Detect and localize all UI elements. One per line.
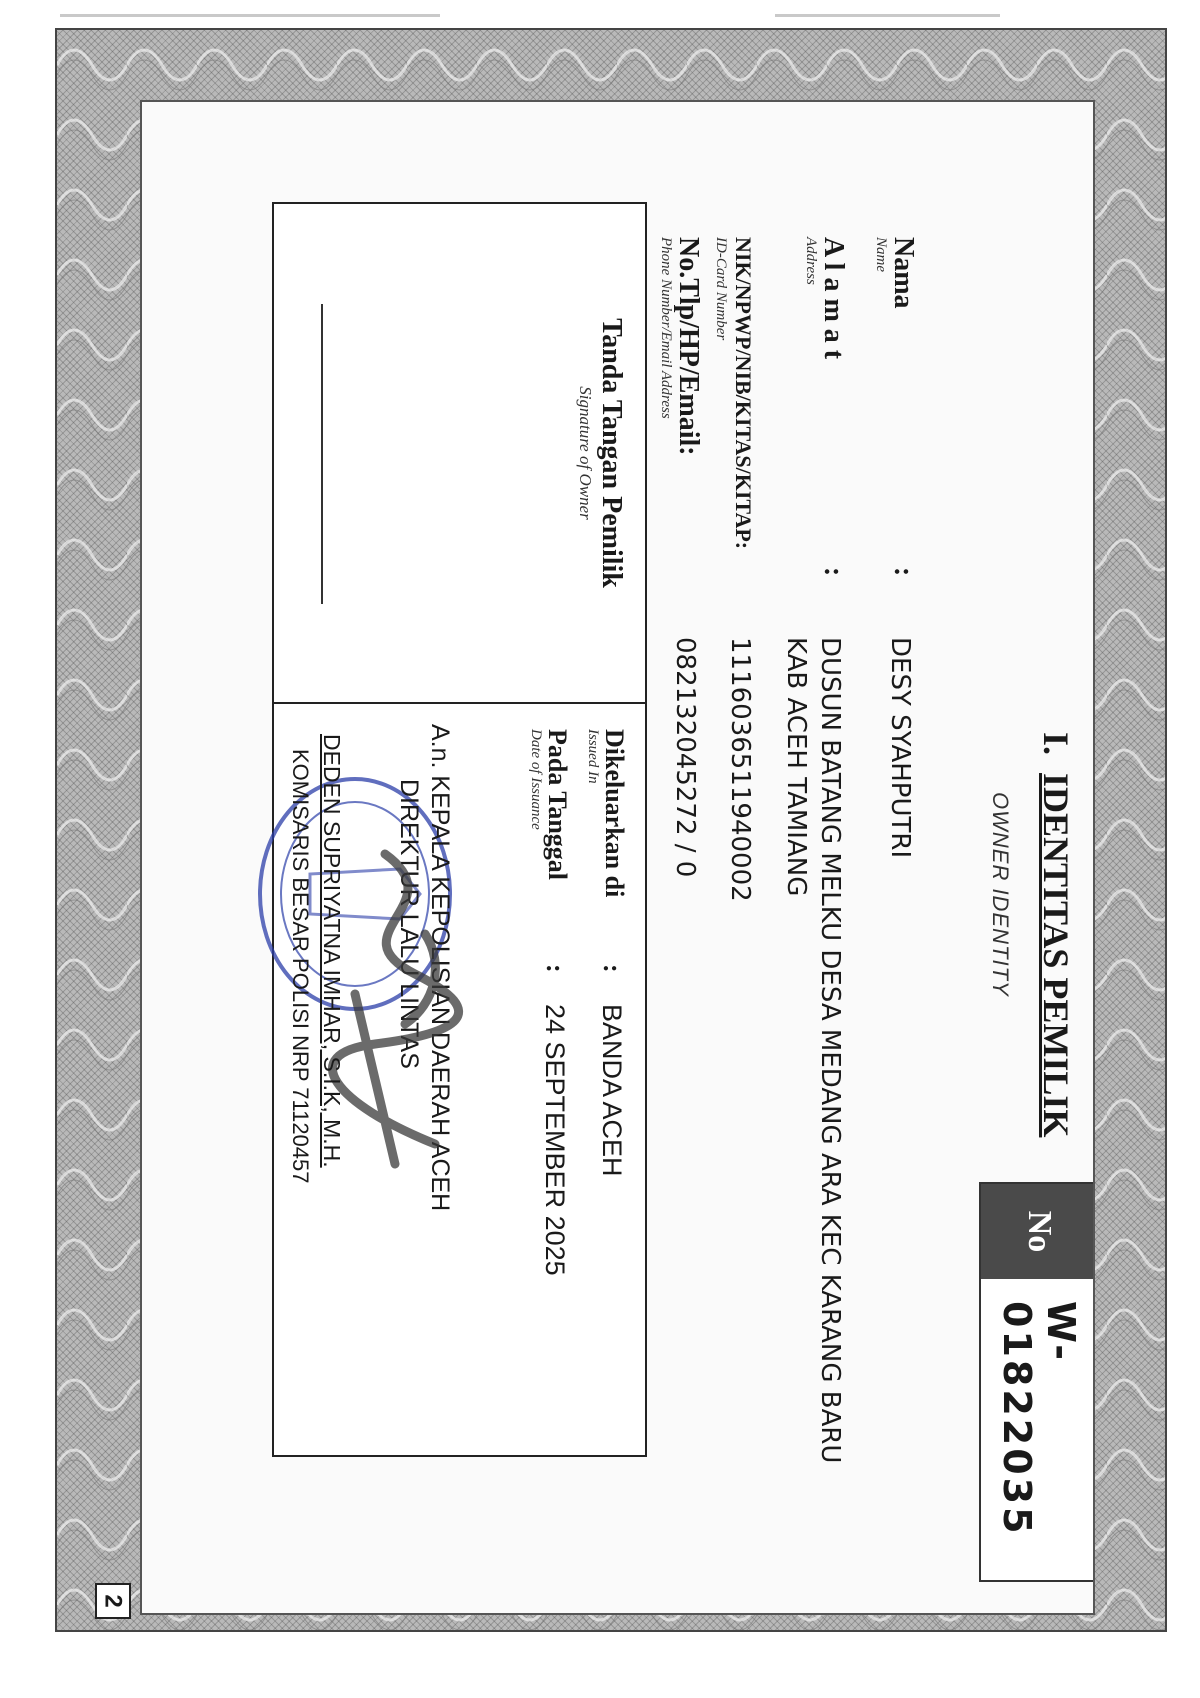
- official-signature: [325, 844, 475, 1184]
- issuance-date-value: 24 SEPTEMBER 2025: [540, 1004, 570, 1276]
- field-value: 082132045272 / 0: [670, 637, 700, 878]
- authority-line-1: A.n. KEPALA KEPOLISIAN DAERAH ACEH: [426, 724, 454, 1212]
- issuance-date-label: Pada Tanggal Date of Issuance: [528, 729, 572, 881]
- issued-in-value: BANDA ACEH: [597, 1004, 627, 1177]
- authority-line-2: DIREKTUR LALU LINTAS: [395, 779, 423, 1069]
- page-number: 2: [95, 1583, 131, 1619]
- scan-edge-line: [60, 14, 440, 17]
- owner-signature-line: [321, 304, 323, 604]
- field-value: DESY SYAHPUTRI: [885, 637, 915, 859]
- document-number: W-01822035: [995, 1301, 1083, 1537]
- field-colon: :: [888, 567, 919, 577]
- section-title-text: IDENTITAS PEMILIK: [1036, 773, 1076, 1138]
- section-subtitle: OWNER IDENTITY: [988, 792, 1013, 997]
- field-colon: :: [598, 964, 627, 973]
- field-label: Nama Name: [873, 237, 919, 309]
- box-divider: [274, 702, 645, 704]
- owner-signature-heading: Tanda Tangan Pemilik Signature of Owner: [576, 318, 627, 588]
- officer-rank: KOMISARIS BESAR POLISI NRP 71120457: [288, 749, 313, 1184]
- field-label: No.Tlp/HP/Email: Phone Number/Email Address: [658, 237, 704, 456]
- field-label: NIK/NPWP/NIB/KITAS/KITAP: ID-Card Number: [713, 237, 756, 550]
- document-number-label: No: [981, 1184, 1095, 1279]
- field-colon: :: [541, 964, 570, 973]
- rotated-content: [142, 102, 1095, 1615]
- field-value: DUSUN BATANG MELKU DESA MEDANG ARA KEC KARANG BARU KAB ACEH TAMIANG: [781, 637, 845, 1464]
- document-number-block: [979, 1182, 1095, 1582]
- field-value: 1116036511940002: [725, 637, 755, 902]
- certificate-panel: [140, 100, 1095, 1615]
- issued-in-label: Dikeluarkan di Issued In: [585, 729, 629, 898]
- signature-issuance-box: [272, 202, 647, 1457]
- field-colon: :: [818, 567, 849, 577]
- scan-edge-line: [775, 14, 1000, 17]
- field-label: A l a m a t Address: [803, 237, 849, 360]
- section-title: [1035, 732, 1077, 1137]
- officer-name: DEDEN SUPRIYATNA IMHAR, S.I.K, M.H.: [319, 734, 345, 1168]
- section-number: I.: [1036, 732, 1076, 756]
